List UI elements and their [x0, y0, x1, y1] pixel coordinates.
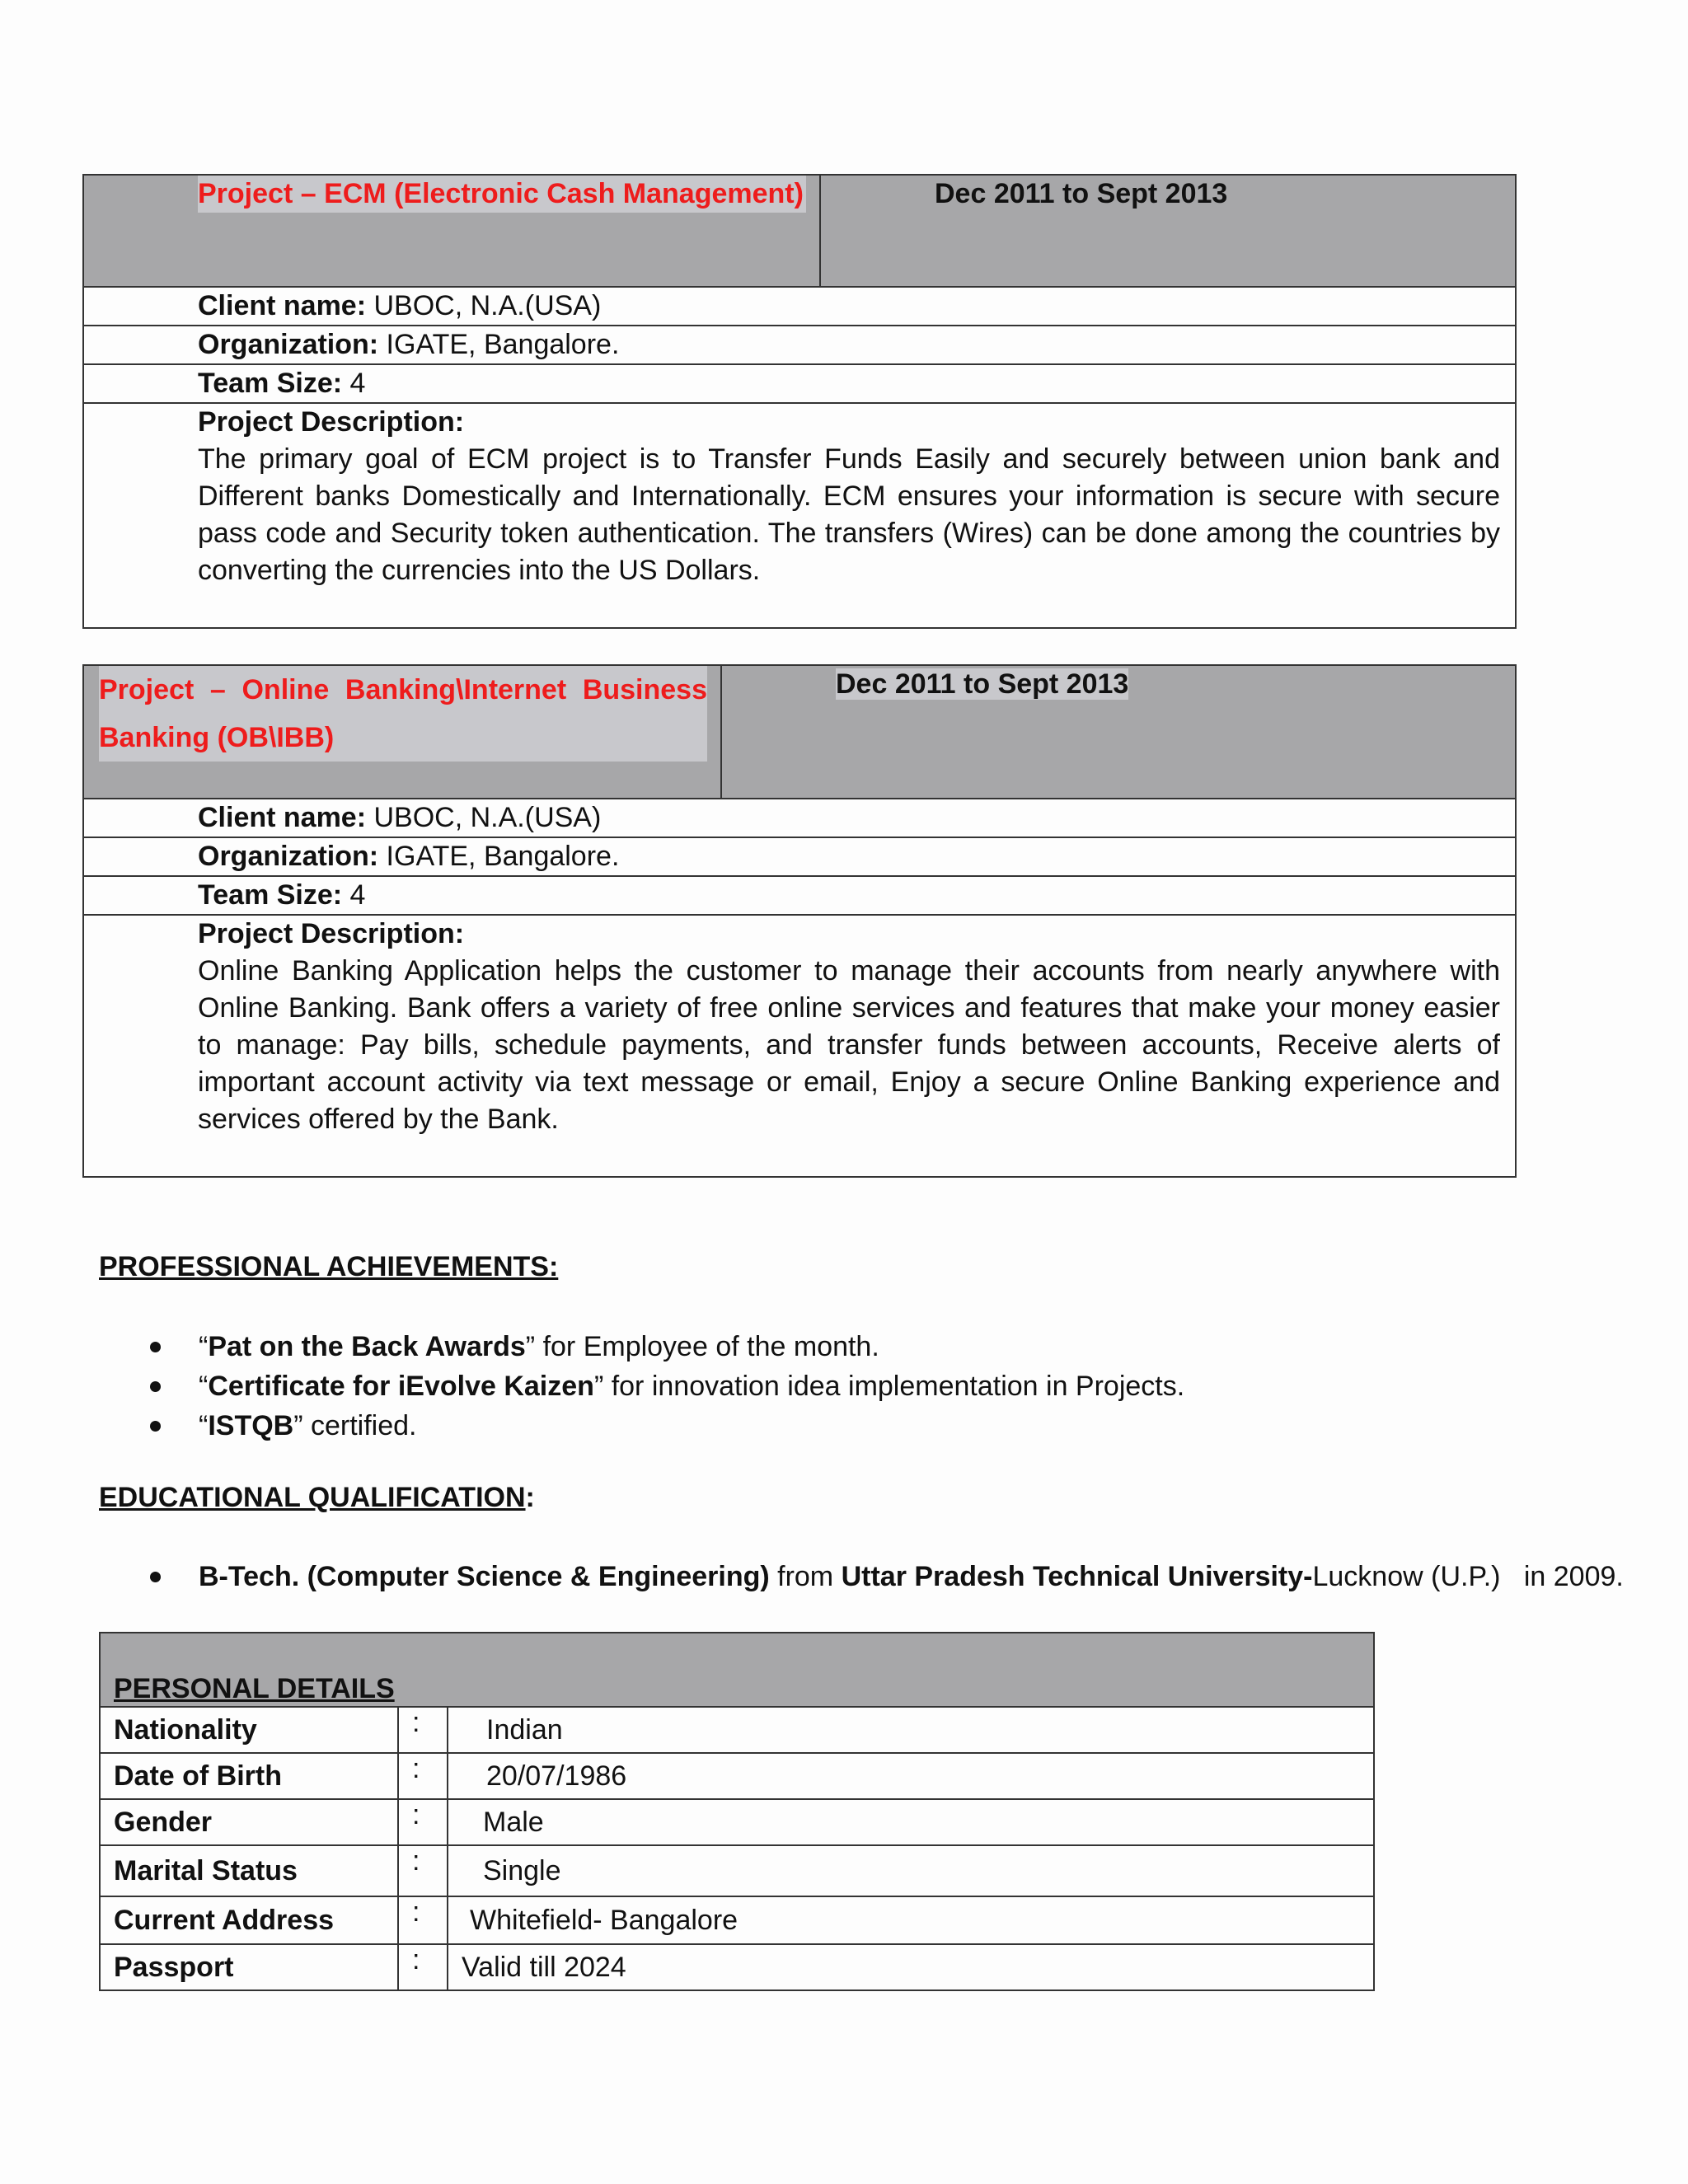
table-row: Nationality : Indian — [100, 1707, 1374, 1753]
table-row: Passport : Valid till 2024 — [100, 1944, 1374, 1990]
list-item: “ISTQB” certified. — [99, 1406, 1184, 1446]
table-row: Marital Status : Single — [100, 1845, 1374, 1896]
organization-row: Organization: IGATE, Bangalore. — [83, 837, 1516, 876]
list-item: “Certificate for iEvolve Kaizen” for innovation idea implementation in Projects. — [99, 1366, 1184, 1406]
personal-details-heading: PERSONAL DETAILS — [100, 1633, 1374, 1707]
project-dates: Dec 2011 to Sept 2013 — [820, 175, 1516, 287]
education-list — [99, 1557, 1624, 1596]
project-description-cell — [83, 915, 1516, 1177]
project-title-cell — [83, 665, 721, 799]
table-row: Current Address : Whitefield- Bangalore — [100, 1896, 1374, 1944]
table-row: Date of Birth : 20/07/1986 — [100, 1753, 1374, 1799]
list-item: “Pat on the Back Awards” for Employee of the month. — [99, 1327, 1184, 1366]
client-row: Client name: UBOC, N.A.(USA) — [83, 799, 1516, 837]
description-label: Project Description: — [198, 918, 465, 949]
education-heading: EDUCATIONAL QUALIFICATION — [99, 1482, 526, 1513]
table-row: Gender : Male — [100, 1799, 1374, 1845]
project-description-cell — [83, 403, 1516, 628]
description-text: The primary goal of ECM project is to Transfer Funds Easily and securely between union bank and Different banks Domestically and Internationally. ECM ensures your information is secure with secure pass code and Security token authentication. The transfers (Wires) can be done among the countries by converting the currencies into the US Dollars. — [198, 443, 1500, 586]
project-title: Project – Online Banking\Internet Business Banking (OB\IBB) — [99, 666, 707, 762]
project-online-banking-table — [82, 664, 1517, 1178]
team-size-row: Team Size: 4 — [83, 364, 1516, 403]
team-size-row: Team Size: 4 — [83, 876, 1516, 915]
personal-details-table — [99, 1632, 1375, 1991]
description-label: Project Description: — [198, 406, 465, 438]
project-title: Project – ECM (Electronic Cash Management) — [198, 176, 806, 213]
organization-row: Organization: IGATE, Bangalore. — [83, 326, 1516, 364]
achievements-list — [99, 1327, 1184, 1446]
education-heading-wrap: EDUCATIONAL QUALIFICATION: — [99, 1482, 535, 1513]
list-item: B-Tech. (Computer Science & Engineering) from Uttar Pradesh Technical University-Lucknow (U.P.) in 2009. — [99, 1557, 1624, 1596]
client-row: Client name: UBOC, N.A.(USA) — [83, 287, 1516, 326]
achievements-heading: PROFESSIONAL ACHIEVEMENTS: — [99, 1251, 559, 1282]
description-text: Online Banking Application helps the customer to manage their accounts from nearly anywhere with Online Banking. Bank offers a variety of free online services and features that make your money easier to manage: Pay bills, schedule payments, and transfer funds between accounts, Receive alerts of important account activity via text message or email, Enjoy a secure Online Banking experience and services offered by the Bank. — [198, 955, 1500, 1135]
project-ecm-table — [82, 174, 1517, 629]
project-dates: Dec 2011 to Sept 2013 — [721, 665, 1516, 799]
project-title-cell — [83, 175, 820, 287]
